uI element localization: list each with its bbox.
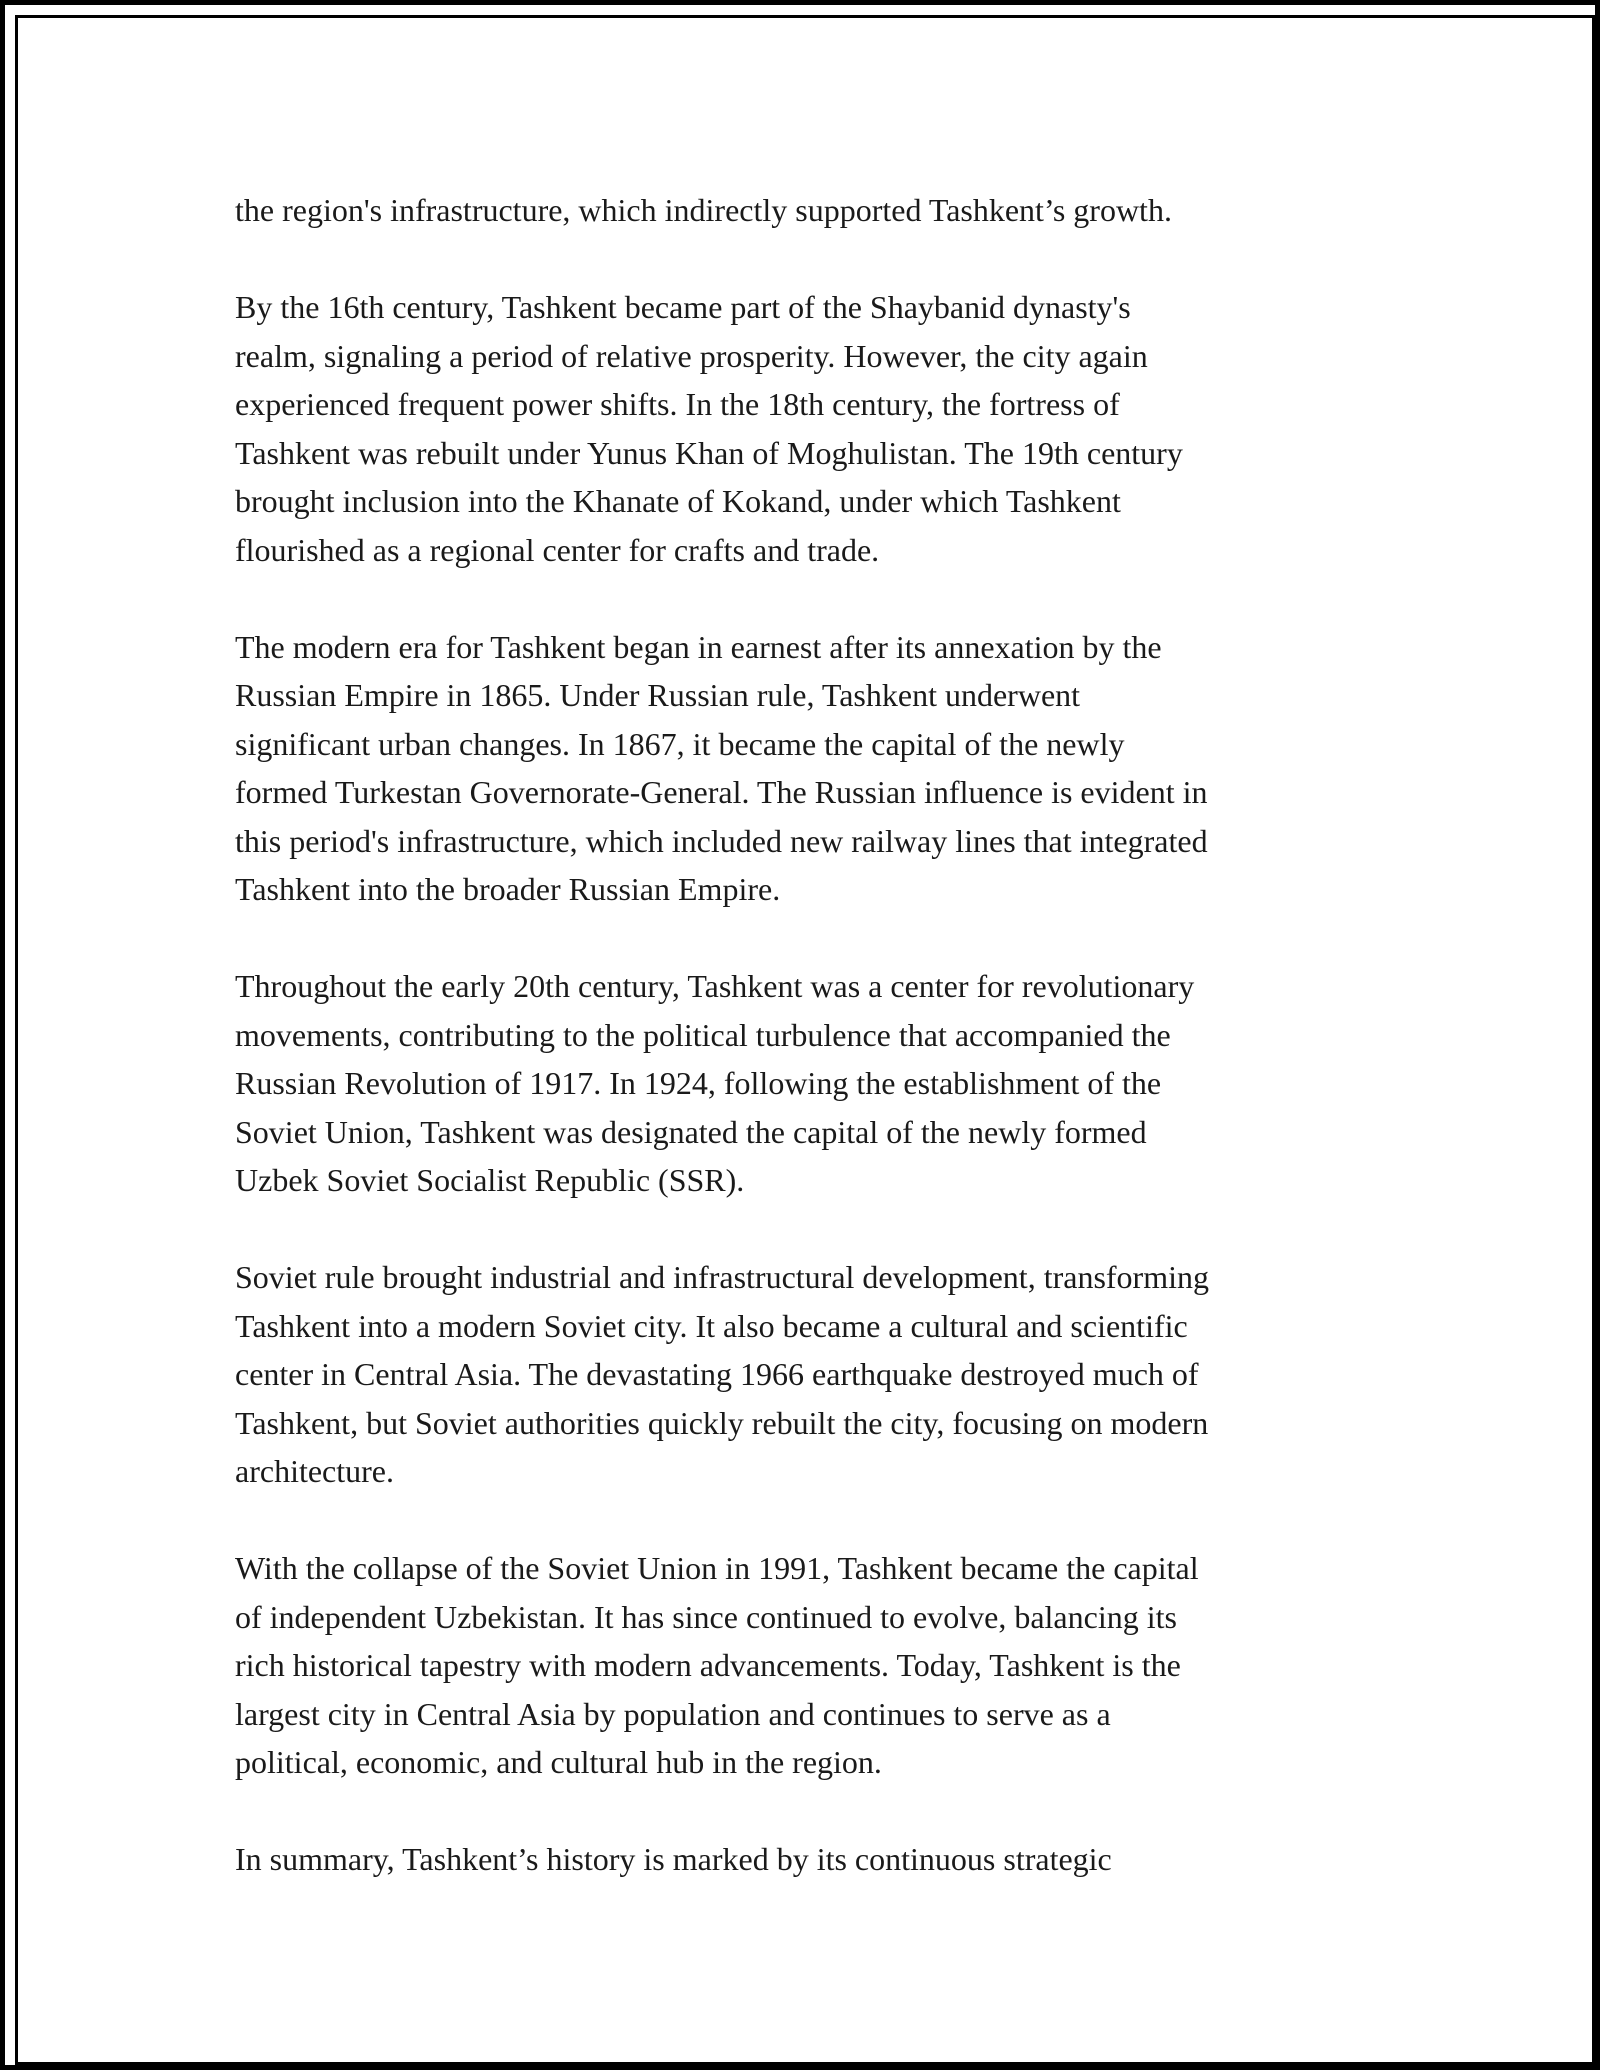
paragraph-line: rich historical tapestry with modern advancements. Today, Tashkent is the [235, 1647, 1181, 1683]
paragraph-line: By the 16th century, Tashkent became part of the Shaybanid dynasty's [235, 289, 1131, 325]
paragraph-line: Tashkent was rebuilt under Yunus Khan of Moghulistan. The 19th century [235, 434, 1183, 471]
paragraph-line: largest city in Central Asia by population and continues to serve as a [235, 1695, 1111, 1732]
paragraph [235, 186, 1375, 235]
paragraph-line: formed Turkestan Governorate-General. The Russian influence is evident in [235, 774, 1208, 810]
paragraph-line: this period's infrastructure, which included new railway lines that integrated [235, 822, 1208, 859]
paragraph-line: Tashkent, but Soviet authorities quickly rebuilt the city, focusing on modern [235, 1404, 1209, 1441]
paragraph [235, 1835, 1375, 1884]
paragraph-line: realm, signaling a period of relative prosperity. However, the city again [235, 337, 1148, 374]
paragraph-line: Throughout the early 20th century, Tashkent was a center for revolutionary [235, 968, 1195, 1004]
paragraph-line: Tashkent into a modern Soviet city. It also became a cultural and scientific [235, 1307, 1188, 1344]
paragraph-line: Tashkent into the broader Russian Empire. [235, 871, 781, 907]
paragraph-line: political, economic, and cultural hub in the region. [235, 1744, 882, 1780]
paragraph-line: significant urban changes. In 1867, it became the capital of the newly [235, 725, 1125, 762]
paragraph-line: the region's infrastructure, which indirectly supported Tashkent’s growth. [235, 192, 1172, 228]
paragraph-line: Soviet rule brought industrial and infrastructural development, transforming [235, 1259, 1209, 1295]
document-body [235, 186, 1375, 1884]
paragraph [235, 283, 1375, 574]
paragraph-line: The modern era for Tashkent began in earnest after its annexation by the [235, 628, 1162, 665]
paragraph-line: Russian Empire in 1865. Under Russian rule, Tashkent underwent [235, 677, 1081, 713]
paragraph-line: Soviet Union, Tashkent was designated the capital of the newly formed [235, 1113, 1147, 1150]
paragraph [235, 623, 1375, 914]
paragraph [235, 962, 1375, 1205]
paragraph-line: architecture. [235, 1453, 394, 1489]
paragraph-line: of independent Uzbekistan. It has since continued to evolve, balancing its [235, 1598, 1177, 1635]
paragraph-line: movements, contributing to the political turbulence that accompanied the [235, 1016, 1171, 1053]
paragraph-line: center in Central Asia. The devastating 1966 earthquake destroyed much of [235, 1356, 1199, 1392]
paragraph-line: Uzbek Soviet Socialist Republic (SSR). [235, 1162, 745, 1198]
paragraph [235, 1544, 1375, 1787]
paragraph-line: With the collapse of the Soviet Union in 1991, Tashkent became the capital [235, 1550, 1199, 1586]
paragraph-line: experienced frequent power shifts. In the 18th century, the fortress of [235, 386, 1120, 422]
paragraph [235, 1253, 1375, 1496]
paragraph-line: Russian Revolution of 1917. In 1924, following the establishment of the [235, 1065, 1162, 1101]
paragraph-line: flourished as a regional center for crafts and trade. [235, 531, 880, 568]
paragraph-line: brought inclusion into the Khanate of Kokand, under which Tashkent [235, 483, 1121, 519]
paragraph-line: In summary, Tashkent’s history is marked by its continuous strategic [235, 1841, 1112, 1877]
